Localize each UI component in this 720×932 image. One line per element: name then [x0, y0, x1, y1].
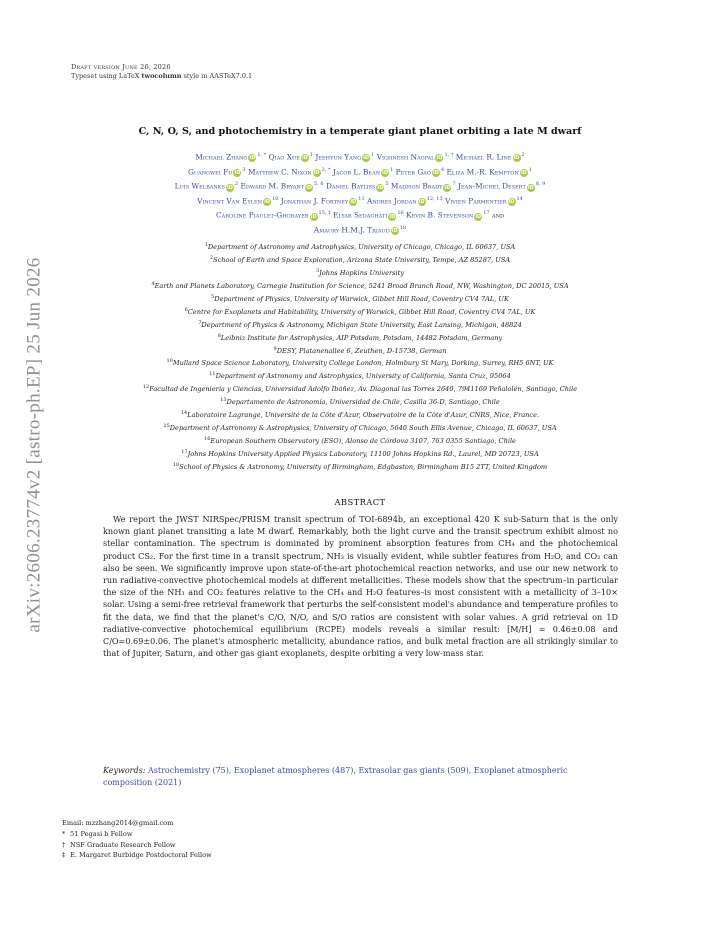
- author-line: [62, 222, 658, 237]
- affiliation-item: [40, 356, 680, 369]
- affiliation-text: School of Physics & Astronomy, University of Birmingham, Edgbaston, Birmingham B15 2TT, United Kingdom: [179, 463, 548, 472]
- author-name[interactable]: Jeehyun Yang: [315, 152, 362, 162]
- author-list: [62, 149, 658, 236]
- footnote-item: [62, 818, 212, 829]
- typeset-latex: LaTeX: [118, 72, 140, 80]
- author-name[interactable]: Jacob L. Bean: [332, 167, 381, 177]
- footnote-mark: ‡: [62, 851, 66, 860]
- orcid-icon[interactable]: iD: [520, 170, 527, 177]
- author-affil-sup: 11: [358, 195, 365, 202]
- orcid-icon[interactable]: iD: [508, 199, 515, 206]
- author-name[interactable]: Daniel Bayliss: [325, 181, 376, 191]
- affiliation-item: [40, 460, 680, 473]
- orcid-icon[interactable]: iD: [249, 155, 256, 162]
- affiliation-text: Leibniz Institute for Astrophysics, AIP Potsdam, Potsdam, 14482 Potsdam, Germany: [220, 333, 503, 342]
- author-line: [62, 193, 658, 208]
- orcid-icon[interactable]: iD: [475, 213, 482, 220]
- orcid-icon[interactable]: iD: [389, 213, 396, 220]
- affiliation-item: [40, 408, 680, 421]
- affiliation-item: [40, 344, 680, 357]
- author-line: [62, 164, 658, 179]
- affiliation-number: 16: [204, 436, 211, 443]
- author-affil-sup: 14: [516, 195, 523, 202]
- affiliation-number: 7: [198, 319, 202, 326]
- author-name[interactable]: Jean-Michel Désert: [457, 181, 526, 191]
- affiliation-text: Department of Physics & Astronomy, Michigan State University, East Lansing, Michigan, 48824: [201, 320, 522, 329]
- author-affil-sup: 1: [528, 166, 532, 173]
- affiliation-item: [40, 305, 680, 318]
- author-affil-sup: 2: [521, 152, 525, 158]
- footnotes: [62, 818, 212, 861]
- affiliation-number: 15: [163, 423, 170, 430]
- author-affil-sup: 1: [390, 166, 394, 173]
- orcid-icon[interactable]: iD: [377, 184, 384, 191]
- affiliation-item: [40, 382, 680, 395]
- author-name[interactable]: Caroline Piaulet-Ghorayeb: [216, 210, 309, 220]
- affiliation-text: School of Earth and Space Exploration, Arizona State University, Tempe, AZ 85287, USA: [213, 256, 511, 265]
- author-name[interactable]: Michael R. Line: [455, 152, 512, 162]
- author-name[interactable]: Madison Brady: [390, 181, 443, 191]
- author-and: and: [489, 210, 504, 220]
- affiliation-number: 2: [209, 254, 214, 261]
- author-affil-sup: 1, †: [444, 152, 454, 158]
- affiliation-number: 11: [209, 371, 216, 378]
- abstract-heading: ABSTRACT: [334, 497, 386, 507]
- affiliation-item: [40, 253, 680, 266]
- affiliation-text: Earth and Planets Laboratory, Carnegie Institution for Science, 5241 Broad Branch Road, NW, Washington, DC 20015, USA: [154, 282, 569, 290]
- author-name[interactable]: Luis Welbanks: [174, 181, 225, 191]
- typeset-line: [71, 72, 252, 81]
- abstract-body: We report the JWST NIRSpec/PRISM transit spectrum of TOI-6894b, an exceptional 420 K sub-Saturn that is the only known giant planet transiting a late M dwarf. Remarkably, both the light curve and the transit spectrum exhibit almost no stellar contamination. The spectrum is dominated by prominent absorption features from CH₄ and the photochemical product CS₂. For the first time in a transit spectrum, NH₃ is visually evident, while subtler features from H₂O, and CO₂ can also be seen. We significantly improve upon state-of-the-art photochemical reaction networks, and use our new network to run radiative-convective photochemical models at different metallicities. These models show that the spectrum–in particular the size of the NH₃ and CO₂ features relative to the CH₄ and H₂O features–is most consistent with a metallicity of 3–10× solar. Using a semi-free retrieval framework that perturbs the self-consistent model's abundance and temperature profiles to fit the data, we find that the planet's C/O, N/O, and S/O ratios are consistent with solar values. A grid retrieval on 1D radiative-convective photochemical equilibrium (RCPE) models reveals a similar result: [M/H] = 0.46±0.08 and C/O=0.69±0.06. The planet's atmospheric metallicity, abundance ratios, and bulk metal fraction are all strikingly similar to that of Jupiter, Saturn, and other gas giant exoplanets, despite orbiting a very low-mass star.: [103, 514, 618, 659]
- author-name[interactable]: Eliza M.-R. Kempton: [446, 167, 519, 177]
- author-name[interactable]: Guangwei Fu: [188, 167, 233, 177]
- author-affil-sup: 5: [385, 181, 389, 188]
- author-name[interactable]: Jonathan J. Fortney: [280, 196, 349, 206]
- author-affil-sup: 17: [483, 210, 490, 217]
- arxiv-stamp-text: arXiv:2606.23774v2 [astro-ph.EP] 25 Jun 2026: [24, 257, 46, 633]
- author-affil-sup: 8, 9: [535, 181, 546, 188]
- affiliation-item: [40, 331, 680, 344]
- affiliation-text: Laboratoire Lagrange, Université de la Côte d'Azur, Observatoire de la Côte d'Azur, CNRS, Nice, France.: [187, 411, 540, 420]
- author-affil-sup: 1: [309, 152, 314, 158]
- author-affil-sup: 7: [452, 181, 456, 188]
- footnote-text: Email: mzzhang2014@gmail.com: [62, 819, 174, 827]
- affiliation-number: 14: [180, 410, 188, 417]
- author-name[interactable]: Vivien Parmentier: [445, 196, 507, 206]
- orcid-icon[interactable]: iD: [363, 155, 370, 162]
- footnote-mark: †: [62, 840, 66, 849]
- affiliation-item: [40, 266, 680, 279]
- header-meta: [71, 63, 252, 81]
- affiliation-text: DESY, Platanenallee 6, Zeuthen, D-15738, German: [276, 346, 447, 355]
- affiliation-item: [40, 292, 680, 305]
- affiliation-text: Department of Astronomy and Astrophysics, University of California, Santa Cruz, 95064: [215, 372, 511, 381]
- author-name[interactable]: Kevin B. Stevenson: [406, 210, 474, 220]
- author-line: [62, 207, 658, 222]
- author-affil-sup: 1, *: [257, 152, 267, 158]
- affiliation-text: European Southern Observatory (ESO), Alonso de Córdova 3107, 763 0355 Santiago, Chile: [210, 437, 516, 446]
- author-name[interactable]: Matthew C. Nixon: [247, 167, 312, 177]
- orcid-icon[interactable]: iD: [436, 155, 443, 162]
- footnote-item: [62, 829, 212, 840]
- author-affil-sup: 16: [397, 210, 404, 217]
- author-name[interactable]: Amaury H.M.J. Triaud: [313, 225, 390, 235]
- author-name[interactable]: Peter Gao: [395, 167, 431, 177]
- author-name[interactable]: Vincent Van Eylen: [197, 196, 263, 206]
- author-affil-sup: 3: [242, 166, 246, 173]
- typeset-prefix: Typeset using: [71, 72, 119, 80]
- orcid-icon[interactable]: iD: [306, 184, 312, 191]
- author-name[interactable]: Vighnesh Nagpal: [376, 152, 435, 162]
- affiliation-item: [40, 421, 680, 434]
- orcid-icon[interactable]: iD: [418, 199, 425, 206]
- affiliation-number: 9: [273, 345, 277, 352]
- author-affil-sup: 2: [234, 181, 239, 188]
- author-affil-sup: 12, 13: [426, 195, 443, 202]
- affiliation-item: [40, 279, 680, 292]
- author-name[interactable]: Elyar Sedaghati: [332, 210, 388, 220]
- keywords-list[interactable]: Astrochemistry (75), Exoplanet atmospheres (487), Extrasolar gas giants (509), Exoplanet atmospheric composition (2021): [103, 766, 568, 788]
- affiliation-number: 10: [166, 358, 173, 365]
- footnote-text: E. Margaret Burbidge Postdoctoral Fellow: [70, 851, 212, 860]
- keywords: [103, 765, 618, 789]
- footnote-text: 51 Pegasi b Fellow: [70, 829, 133, 838]
- author-affil-sup: 1: [371, 152, 375, 158]
- affiliation-number: 18: [172, 461, 180, 468]
- author-affil-sup: 2, *: [321, 166, 331, 173]
- footnote-mark: *: [62, 829, 66, 838]
- affiliation-number: 1: [204, 242, 208, 248]
- orcid-icon[interactable]: iD: [433, 170, 439, 177]
- orcid-icon[interactable]: iD: [391, 228, 398, 235]
- author-name[interactable]: Qiao Xue: [268, 152, 300, 162]
- affiliation-item: [40, 240, 680, 253]
- affiliation-item: [40, 395, 680, 408]
- affiliation-text: Centre for Exoplanets and Habitability, University of Warwick, Gibbet Hill Road, Coventry CV4 7AL, UK: [187, 307, 536, 316]
- affiliation-item: [40, 434, 680, 447]
- affiliation-text: Department of Astronomy & Astrophysics, University of Chicago, 5640 South Ellis Avenue, Chicago, IL 60637, USA: [169, 424, 557, 433]
- orcid-icon[interactable]: iD: [234, 170, 241, 177]
- orcid-icon[interactable]: iD: [350, 199, 357, 206]
- paper-title: C, N, O, S, and photochemistry in a temperate giant planet orbiting a late M dwarf: [138, 126, 582, 137]
- affiliation-number: 3: [315, 267, 320, 274]
- author-name[interactable]: Michael Zhang: [195, 152, 248, 162]
- orcid-icon[interactable]: iD: [382, 170, 388, 177]
- draft-line: Draft version June 26, 2026: [71, 63, 171, 71]
- affiliation-text: Mullard Space Science Laboratory, University College London, Holmbury St Mary, Dorking, Surrey, RH5 6NT, UK: [172, 359, 554, 368]
- orcid-icon[interactable]: iD: [527, 184, 534, 191]
- affiliation-text: Johns Hopkins University Applied Physics Laboratory, 11100 Johns Hopkins Rd., Laurel, MD 20723, USA: [187, 450, 539, 459]
- author-affil-sup: 15, ‡: [318, 210, 331, 217]
- affiliation-number: 17: [181, 449, 188, 455]
- affiliation-number: 5: [211, 293, 215, 300]
- orcid-icon[interactable]: iD: [310, 213, 317, 220]
- affiliation-text: Johns Hopkins University: [319, 269, 405, 278]
- typeset-style: twocolumn: [141, 72, 182, 80]
- affiliation-item: [40, 369, 680, 382]
- affiliation-number: 12: [142, 384, 150, 391]
- keywords-label: Keywords:: [103, 766, 146, 775]
- affiliation-item: [40, 318, 680, 331]
- orcid-icon[interactable]: iD: [226, 184, 233, 191]
- affiliation-text: Departamento de Astronomía, Universidad de Chile, Casilla 36-D, Santiago, Chile: [226, 398, 500, 407]
- affiliation-text: Department of Physics, University of Warwick, Gibbet Hill Road, Coventry CV4 7AL, UK: [214, 294, 509, 303]
- orcid-icon[interactable]: iD: [513, 155, 520, 162]
- affiliation-text: Facultad de Ingeniería y Ciencias, Universidad Adolfo Ibáñez, Av. Diagonal las Torres 2640, 7941169 Peñalolén, Santiago, Chile: [149, 385, 578, 394]
- orcid-icon[interactable]: iD: [301, 155, 308, 162]
- author-affil-sup: 4: [440, 166, 445, 173]
- affiliation-list: [40, 240, 680, 473]
- affiliation-number: 8: [217, 332, 221, 339]
- author-affil-sup: 5, 6: [314, 181, 324, 188]
- author-line: [62, 149, 658, 164]
- affiliation-number: 4: [151, 280, 155, 287]
- affiliation-number: 6: [184, 306, 188, 313]
- affiliation-number: 13: [220, 397, 227, 404]
- typeset-suffix: style in AASTeX7.0.1: [181, 72, 253, 80]
- author-affil-sup: 18: [399, 224, 407, 231]
- author-affil-sup: 10: [272, 195, 279, 202]
- author-line: [62, 178, 658, 193]
- orcid-icon[interactable]: iD: [313, 170, 320, 177]
- footnote-item: [62, 840, 212, 851]
- orcid-icon[interactable]: iD: [444, 184, 451, 191]
- footnote-item: [62, 850, 212, 861]
- affiliation-text: Department of Astronomy and Astrophysics, University of Chicago, Chicago, IL 60637, USA: [207, 243, 516, 252]
- affiliation-item: [40, 447, 680, 460]
- orcid-icon[interactable]: iD: [264, 199, 270, 206]
- footnote-text: NSF Graduate Research Fellow: [70, 840, 176, 849]
- author-name[interactable]: Andrés Jordán: [367, 196, 417, 206]
- author-name[interactable]: Edward M. Bryant: [240, 181, 305, 191]
